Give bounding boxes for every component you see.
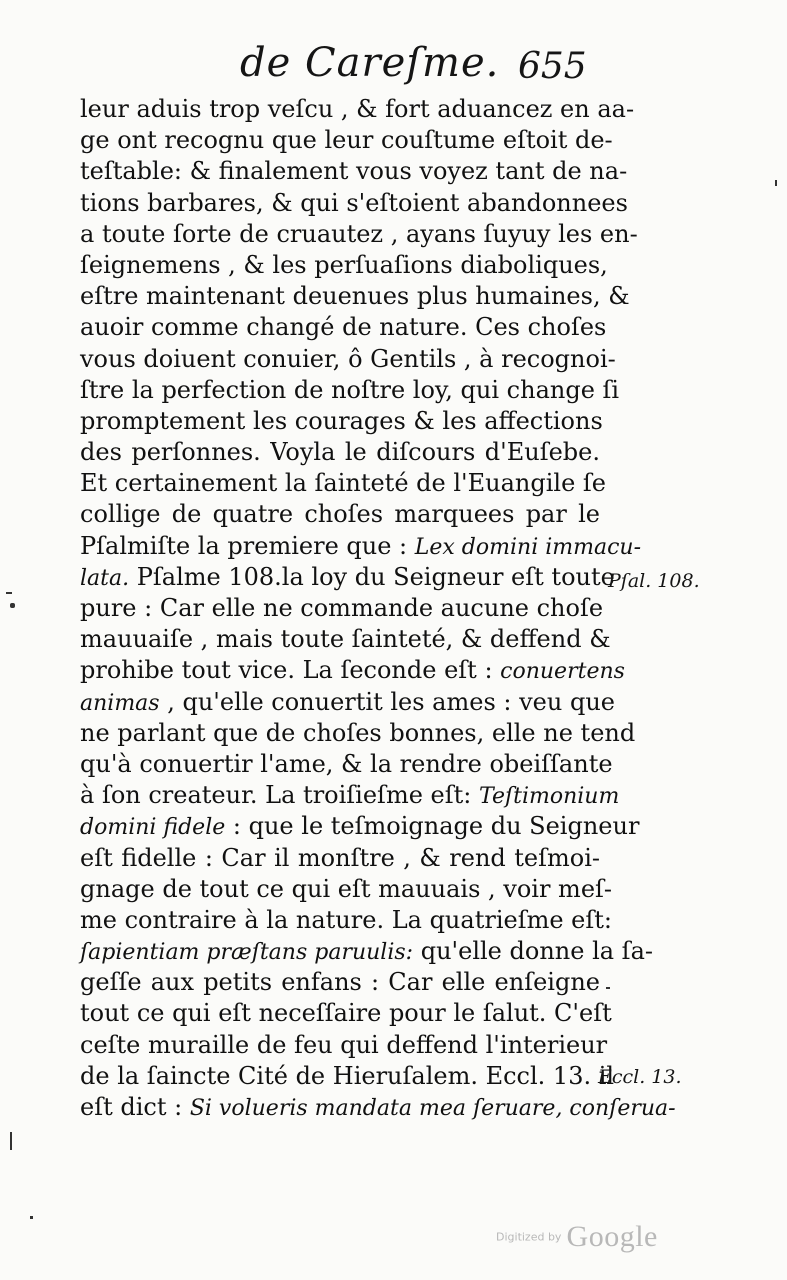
latin-quote: conuertens	[500, 659, 625, 685]
text-line: Et certainement la ſainteté de l'Euangile ſe	[80, 469, 606, 498]
text-line: collige de quatre choſes marquees par le	[80, 500, 600, 529]
text-line: tout ce qui eſt neceſſaire pour le ſalut. C'eſt	[80, 999, 612, 1028]
text-line: eſtre maintenant deuenues plus humaines, &	[80, 282, 630, 311]
text-line: Pſalmiſte la premiere que : Lex domini immacu-	[80, 531, 642, 560]
scan-speck	[30, 1216, 33, 1219]
running-head: de Careſme.	[240, 40, 500, 86]
text-line: mauuaiſe , mais toute ſainteté, & deffend &	[80, 625, 611, 654]
text-line: animas , qu'elle conuertit les ames : veu que	[80, 687, 615, 716]
text-line: pure : Car elle ne commande aucune choſe	[80, 594, 604, 622]
digitized-by-label: Digitized by	[496, 1230, 562, 1244]
text-line: domini fidele : que le teſmoignage du Seigneur	[80, 812, 640, 841]
scan-speck	[775, 180, 777, 186]
scan-speck	[606, 987, 610, 989]
text-line: prohibe tout vice. La ſeconde eſt : conuertens	[80, 656, 625, 685]
margin-note-ecclesiastes: Eccl. 13.	[598, 1066, 682, 1088]
latin-quote: animas	[80, 690, 160, 716]
text-line: des perſonnes. Voyla le diſcours d'Euſebe.	[80, 438, 600, 467]
scan-speck	[10, 1132, 12, 1150]
text-line: de la ſaincte Cité de Hieruſalem. Eccl. 13. il	[80, 1061, 615, 1090]
latin-quote: lata.	[80, 565, 130, 591]
page-number: 655	[518, 46, 587, 87]
text-line: eſt fidelle : Car il monſtre , & rend teſmoi-	[80, 843, 600, 872]
latin-quote: ſapientiam præſtans paruulis:	[80, 940, 414, 966]
text-line: teſtable: & finalement vous voyez tant de na-	[80, 157, 628, 186]
text-line: eſt dict : Si volueris mandata mea ſeruare, conſerua-	[80, 1093, 676, 1121]
latin-quote: domini fidele	[80, 815, 226, 841]
text-line: vous doiuent conuier, ô Gentils , à recognoi-	[80, 344, 616, 373]
latin-quote: Lex domini immacu-	[414, 534, 642, 560]
latin-quote: Si volueris mandata mea ſeruare, conſerua-	[189, 1096, 676, 1121]
google-watermark	[496, 1220, 658, 1254]
text-line: ſapientiam præſtans paruulis: qu'elle donne la ſa-	[80, 937, 653, 966]
google-logo: Google	[566, 1220, 658, 1253]
text-line: à ſon createur. La troiſieſme eſt: Teſtimonium	[80, 781, 620, 810]
text-line: geſſe aux petits enfans : Car elle enſeigne	[80, 968, 600, 997]
text-line: me contraire à la nature. La quatrieſme eſt:	[80, 905, 612, 934]
text-line: a toute ſorte de cruautez , ayans ſuyuy les en-	[80, 219, 638, 248]
text-line: ſeignemens , & les perſuaſions diaboliques,	[80, 250, 608, 279]
text-line: tions barbares, & qui s'eſtoient abandonnees	[80, 188, 628, 217]
text-line: qu'à conuertir l'ame, & la rendre obeiſſante	[80, 749, 613, 778]
latin-quote: Teſtimonium	[478, 784, 620, 810]
margin-note-psalm: Pſal. 108.	[608, 570, 700, 592]
text-line: gnage de tout ce qui eſt mauuais , voir meſ-	[80, 874, 613, 903]
text-line: leur aduis trop veſcu , & fort aduancez en aa-	[80, 95, 635, 123]
scan-speck	[6, 592, 12, 594]
text-line: ceſte muraille de feu qui deffend l'interieur	[80, 1030, 608, 1059]
text-line: ge ont recognu que leur couſtume eſtoit de-	[80, 126, 613, 155]
text-line: ne parlant que de choſes bonnes, elle ne tend	[80, 718, 636, 747]
text-line: lata. Pſalme 108.la loy du Seigneur eſt toute	[80, 562, 615, 591]
text-line: ſtre la perfection de noſtre loy, qui change ſi	[80, 375, 620, 404]
text-line: promptement les courages & les affections	[80, 406, 603, 435]
text-line: auoir comme changé de nature. Ces choſes	[80, 313, 607, 342]
scan-speck	[10, 603, 15, 608]
